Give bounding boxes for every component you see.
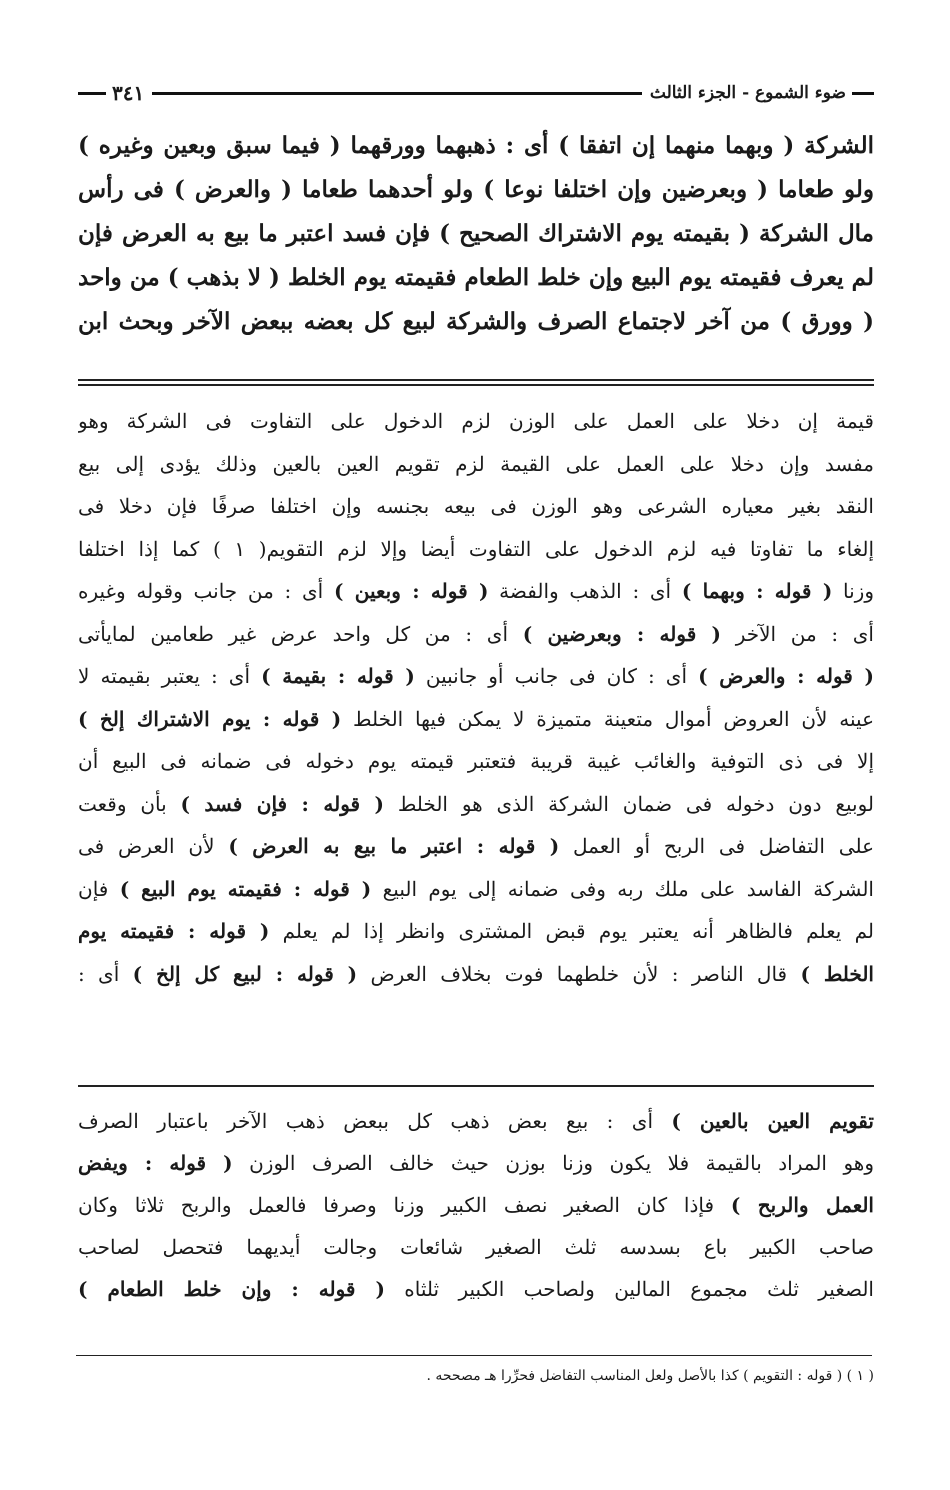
sharh-line <box>78 528 874 571</box>
quoted-lemma: ( قوله : بقيمة ) <box>261 664 415 688</box>
quoted-lemma: ( قوله : يوم الاشتراك إلخ ) <box>78 706 342 731</box>
line-text: وزنا <box>832 579 874 603</box>
hashiya-gloss-block <box>78 1100 874 1310</box>
line-text: أى : بيع بعض ذهب كل ببعض ذهب الآخر باعتبار الصرف <box>78 1109 672 1133</box>
header-dash-left <box>78 92 106 95</box>
sharh-line <box>78 868 874 911</box>
line-text: أى : يعتبر بقيمته لا <box>78 664 262 688</box>
sharh-line <box>78 698 874 741</box>
quoted-lemma: ( قوله : اعتبر ما بيع به العرض ) <box>228 834 560 858</box>
sharh-line <box>78 655 874 698</box>
line-text: أى : من جانب وقوله وغيره <box>78 579 334 603</box>
line-text: إلا فى ذى التوفية والغائب غيبة قريبة فتعتبر قيمته يوم دخوله فى ضمانه فى البيع أن <box>78 749 874 773</box>
sharh-line <box>78 570 874 613</box>
line-text: فإن <box>78 876 120 901</box>
quoted-lemma: ( قوله : وبعين ) <box>333 579 489 603</box>
footnote: ( ١ ) ( قوله : التقويم ) كذا بالأصل ولعل المناسب التفاضل فحرِّرا هـ مصححه . <box>426 1368 874 1384</box>
matn-line: لم يعرف فقيمته يوم البيع وإن خلط الطعام فقيمته يوم الخلط ( لا بذهب ) من واحد <box>78 264 874 291</box>
line-text: أى : من الآخر <box>721 621 874 646</box>
sharh-line <box>78 783 874 826</box>
line-text: النقد بغير معياره الشرعى وهو الوزن فى بيعه بجنسه وإن اختلفا صرفًا فإن دخلا فى <box>78 494 874 518</box>
header-title: ضوء الشموع - الجزء الثالث <box>649 83 846 103</box>
sharh-line <box>78 400 874 443</box>
matn-line: مال الشركة ( بقيمته يوم الاشتراك الصحيح ) فإن فسد اعتبر ما بيع به العرض فإن <box>78 220 874 247</box>
line-text: بأن وقعت <box>78 791 181 816</box>
quoted-lemma: تقويم العين بالعين ) <box>671 1109 874 1133</box>
hashiya-line <box>78 1142 874 1184</box>
quoted-lemma: ( قوله : فقيمته يوم البيع ) <box>119 876 372 901</box>
line-text: صاحب الكبير باع بسدسه ثلث الصغير شائعات وجالت أيديهما فتحصل لصاحب <box>78 1235 874 1259</box>
line-text: لأن العرض فى <box>78 834 229 858</box>
matn-line: ولو طعاما ( وبعرضين وإن اختلفا نوعا ) ولو أحدهما طعاما ( والعرض ) فى رأس <box>78 176 874 203</box>
quoted-lemma: ( قوله : لبيع كل إلخ ) <box>132 961 358 986</box>
footnote-rule <box>76 1355 872 1356</box>
sharh-line <box>78 825 874 868</box>
matn-line: الشركة ( وبهما منهما إن اتفقا ) أى : ذهبهما وورقهما ( فيما سبق وبعين وغيره ) <box>78 132 874 159</box>
quoted-lemma: ( قوله : وبعرضين ) <box>522 621 722 646</box>
quoted-lemma: العمل والربح ) <box>730 1193 874 1217</box>
quoted-lemma: ( قوله : وإن خلط الطعام ) <box>78 1277 385 1301</box>
page-number: ٣٤١ <box>112 81 145 105</box>
quoted-lemma: ( قوله : ويفض <box>78 1151 233 1175</box>
sharh-line <box>78 613 874 656</box>
hashiya-line <box>78 1268 874 1310</box>
hashiya-line <box>78 1100 874 1142</box>
line-text: على التفاضل فى الربح أو العمل <box>559 834 874 858</box>
line-text: أى : الذهب والفضة <box>488 579 682 603</box>
line-text: لم يعلم فالظاهر أنه يعتبر يوم قبض المشترى وانظر إذا لم يعلم <box>269 919 874 943</box>
line-text: أى : <box>78 961 133 986</box>
separator-rule <box>78 1085 874 1087</box>
line-text: إلغاء ما تفاوتا فيه لزم الدخول على التفاوت أيضا وإلا لزم التقويم( ١ ) كما إذا اختلفا <box>78 536 874 561</box>
running-header <box>78 78 874 108</box>
line-text: وهو المراد بالقيمة فلا يكون وزنا بوزن حيث خالف الصرف الوزن <box>232 1151 874 1175</box>
sharh-line <box>78 443 874 486</box>
quoted-lemma: ( قوله : فإن فسد ) <box>180 791 384 816</box>
quoted-lemma: ( قوله : والعرض ) <box>698 664 874 688</box>
line-text: الصغير ثلث مجموع المالين ولصاحب الكبير ثلثاه <box>384 1277 874 1301</box>
sharh-commentary-block <box>78 400 874 995</box>
sharh-line <box>78 953 874 996</box>
quoted-lemma: الخلط ) <box>800 961 874 986</box>
sharh-line <box>78 910 874 953</box>
line-text: لوبيع دون دخوله فى ضمان الشركة الذى هو الخلط <box>383 791 874 816</box>
sharh-line <box>78 740 874 783</box>
hashiya-line <box>78 1184 874 1226</box>
header-rule <box>152 92 642 95</box>
quoted-lemma: ( قوله : فقيمته يوم <box>78 919 270 943</box>
quoted-lemma: ( قوله : وبهما ) <box>681 579 833 603</box>
line-text: قيمة إن دخلا على العمل على الوزن لزم الدخول على التفاوت فى الشركة وهو <box>78 409 874 433</box>
header-dash-right <box>852 92 874 95</box>
line-text: قال الناصر : لأن خلطهما فوت بخلاف العرض <box>357 961 801 986</box>
line-text: عينه لأن العروض أموال متعينة متميزة لا يمكن فيها الخلط <box>341 706 874 731</box>
line-text: فإذا كان الصغير نصف الكبير وزنا وصرفا فالعمل والربح ثلاثا وكان <box>78 1193 731 1217</box>
hashiya-line <box>78 1226 874 1268</box>
line-text: أى : كان فى جانب أو جانبين <box>414 664 699 688</box>
double-separator-rule <box>78 379 874 386</box>
line-text: مفسد وإن دخلا على العمل على القيمة لزم تقويم العين بالعين وذلك يؤدى إلى بيع <box>78 451 874 476</box>
line-text: الشركة الفاسد على ملك ربه وفى ضمانه إلى يوم البيع <box>371 876 874 901</box>
matn-line: ( وورق ) من آخر لاجتماع الصرف والشركة لبيع كل بعضه ببعض الآخر وبحث ابن <box>78 308 874 335</box>
sharh-line <box>78 485 874 528</box>
line-text: أى : من كل واحد عرض غير طعامين لمايأتى <box>78 621 523 646</box>
matn-text-block <box>78 124 874 344</box>
